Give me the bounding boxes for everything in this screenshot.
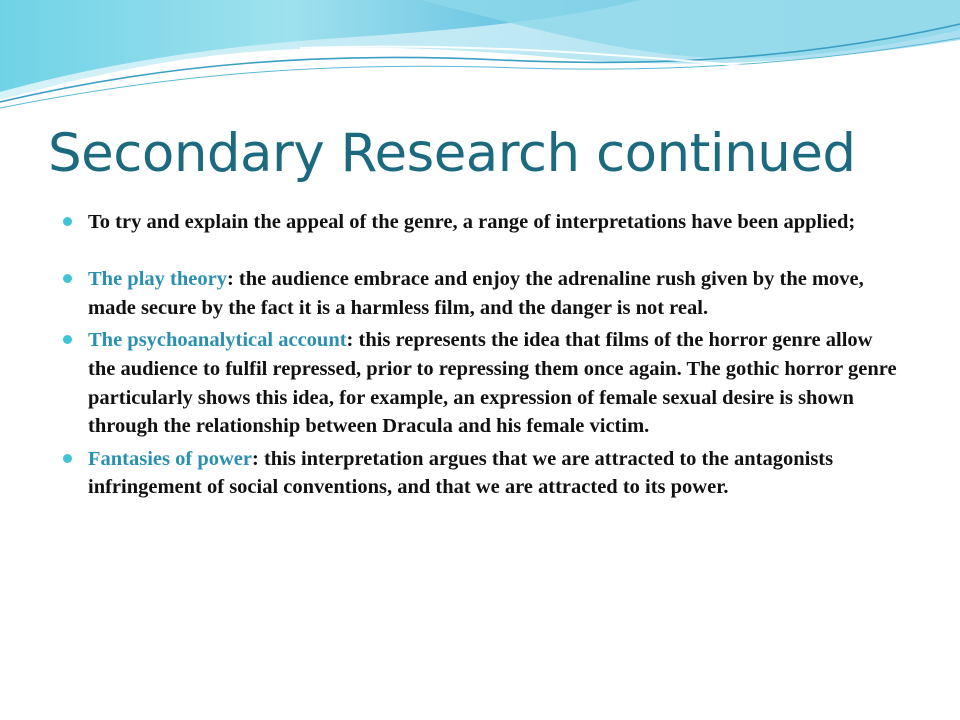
bullet-dot-icon <box>63 274 72 283</box>
bullet-term: Fantasies of power <box>88 447 252 470</box>
bullet-item-play-theory <box>63 265 903 322</box>
slide-title: Secondary Research continued <box>48 123 856 184</box>
bullet-item-fantasies-of-power <box>63 445 903 502</box>
bullet-text: this interpretation argues that we are attracted to the antagonists infringement of social conventions, and that we are attracted to its power. <box>88 447 834 499</box>
bullet-dot-icon <box>63 454 72 463</box>
bullet-item-intro <box>63 208 903 237</box>
bullet-separator: : <box>346 329 354 352</box>
bullet-list <box>63 208 903 502</box>
decorative-wave-header <box>0 0 960 120</box>
bullet-term: The play theory <box>88 268 227 291</box>
bullet-term: The psychoanalytical account <box>88 329 347 352</box>
bullet-dot-icon <box>63 217 72 226</box>
bullet-dot-icon <box>63 335 72 344</box>
bullet-text: this represents the idea that films of the horror genre allow the audience to fulfil repressed, prior to repressing them once again. The gothic horror genre particularly shows this idea, for example, an expression of female sexual desire is shown through the relationship between Dracula and his female victim. <box>88 329 897 438</box>
bullet-text: the audience embrace and enjoy the adrenaline rush given by the move, made secure by the fact it is a harmless film, and the danger is not real. <box>88 268 864 319</box>
bullet-item-psychoanalytical <box>63 326 903 440</box>
bullet-separator: : <box>251 447 259 470</box>
bullet-separator: : <box>226 268 234 291</box>
bullet-text: To try and explain the appeal of the genre, a range of interpretations have been applied; <box>88 211 856 233</box>
